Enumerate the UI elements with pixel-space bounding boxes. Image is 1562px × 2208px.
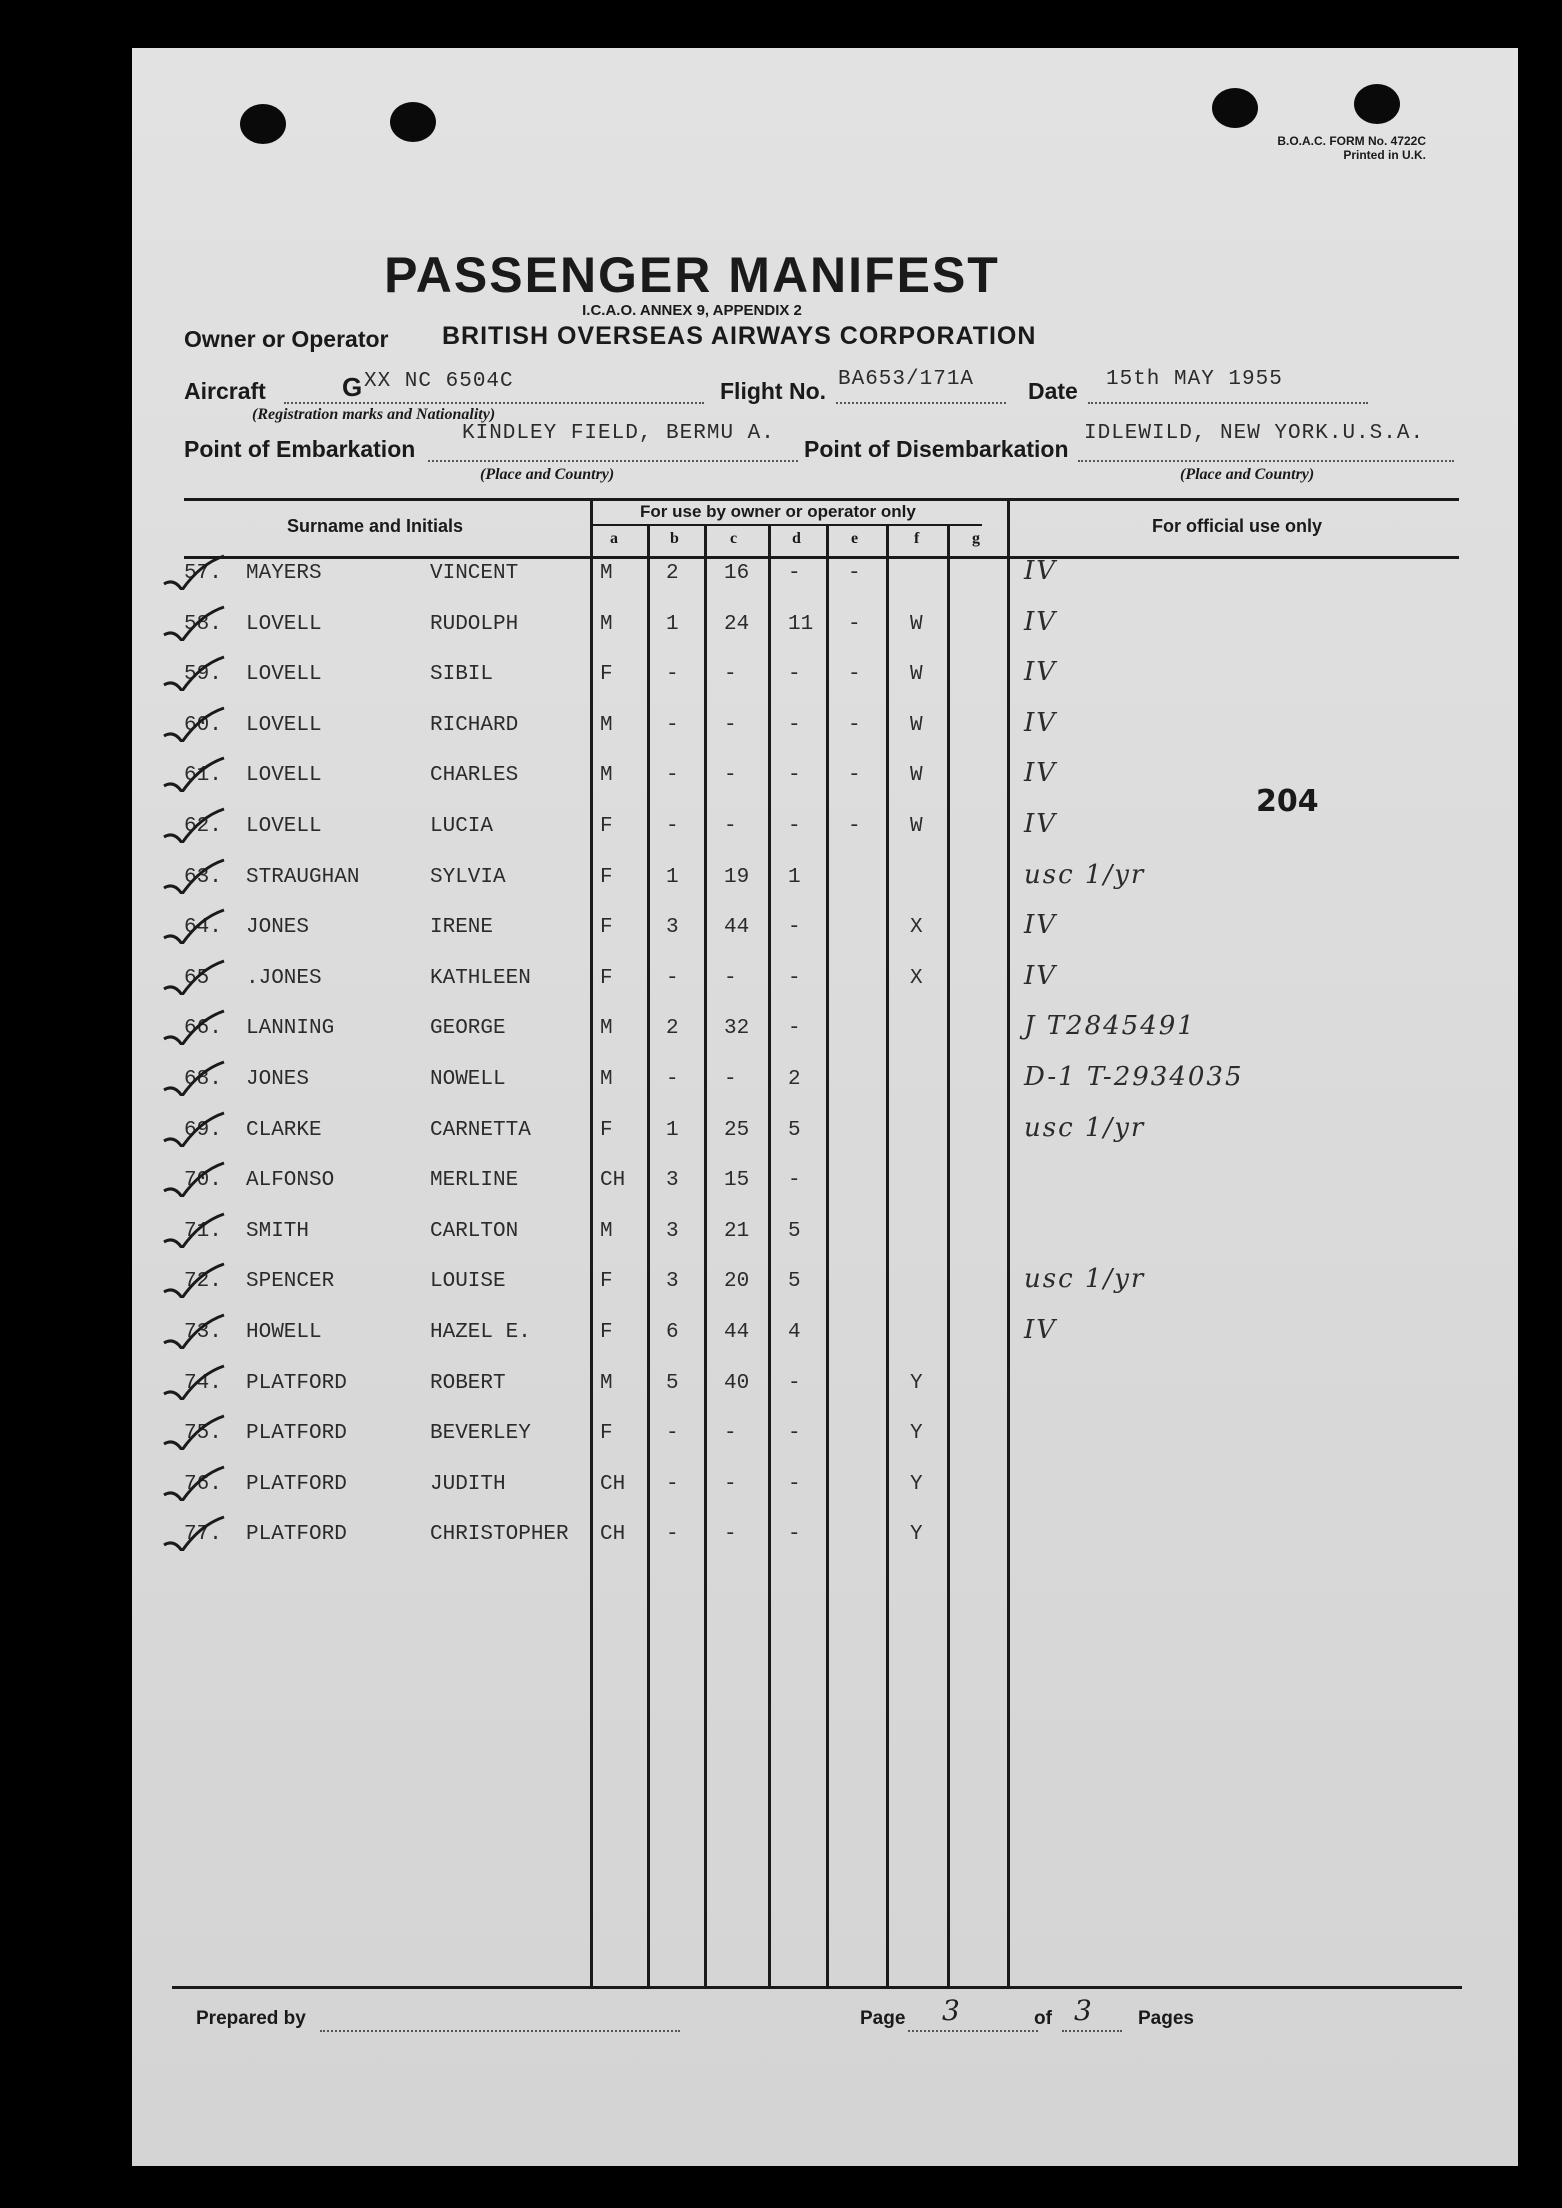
embark-label: Point of Embarkation — [184, 436, 416, 462]
subcol-b: b — [670, 530, 679, 547]
aircraft-prefix: G — [342, 372, 363, 402]
row-col-f: X — [910, 967, 923, 990]
row-col-f: Y — [910, 1523, 923, 1546]
row-col-c: - — [724, 1068, 737, 1091]
check-mark-icon — [160, 858, 230, 894]
row-given-name: RUDOLPH — [430, 613, 519, 636]
row-col-c: - — [724, 764, 737, 787]
row-official: IV — [1024, 758, 1058, 788]
row-surname: CLARKE — [246, 1119, 322, 1142]
row-col-b: 2 — [666, 1017, 679, 1040]
subcol-a: a — [610, 530, 618, 547]
row-number: 64. — [184, 916, 222, 939]
row-col-a: M — [600, 1017, 613, 1040]
row-col-d: - — [788, 714, 801, 737]
col-divider — [1007, 498, 1010, 1988]
row-col-c: - — [724, 663, 737, 686]
row-number: 73. — [184, 1321, 222, 1344]
row-col-a: F — [600, 916, 613, 939]
row-number: 61. — [184, 764, 222, 787]
row-col-b: 1 — [666, 1119, 679, 1142]
row-col-a: M — [600, 1220, 613, 1243]
header-bottom-rule — [184, 556, 1459, 559]
row-official: IV — [1024, 961, 1058, 991]
disembark-label: Point of Disembarkation — [804, 436, 1069, 462]
row-col-b: 5 — [666, 1372, 679, 1395]
col-divider — [647, 526, 650, 1988]
row-official: IV — [1024, 556, 1058, 586]
table-top-rule — [184, 498, 1459, 501]
row-official: IV — [1024, 657, 1058, 687]
row-given-name: CARLTON — [430, 1220, 519, 1243]
row-col-d: - — [788, 562, 801, 585]
subcol-g: g — [972, 530, 980, 547]
row-col-c: 15 — [724, 1169, 750, 1192]
row-col-c: 19 — [724, 866, 750, 889]
row-col-c: - — [724, 815, 737, 838]
col-divider — [590, 498, 593, 1988]
row-col-f: W — [910, 764, 923, 787]
row-surname: SMITH — [246, 1220, 310, 1243]
row-given-name: BEVERLEY — [430, 1422, 531, 1445]
row-official: IV — [1024, 910, 1058, 940]
row-given-name: CARNETTA — [430, 1119, 531, 1142]
row-col-d: - — [788, 764, 801, 787]
check-mark-icon — [160, 1111, 230, 1147]
col-divider — [886, 526, 889, 1988]
row-col-d: - — [788, 1372, 801, 1395]
manifest-sheet — [132, 48, 1518, 2166]
row-col-e: - — [848, 663, 861, 686]
row-col-e: - — [848, 613, 861, 636]
row-number: 72. — [184, 1270, 222, 1293]
check-mark-icon — [160, 605, 230, 641]
aircraft-label: Aircraft — [184, 378, 266, 404]
row-col-e: - — [848, 815, 861, 838]
row-col-f: W — [910, 714, 923, 737]
col-divider — [947, 526, 950, 1988]
check-mark-icon — [160, 1060, 230, 1096]
row-col-a: M — [600, 714, 613, 737]
col-owner: For use by owner or operator only — [640, 502, 916, 521]
row-col-b: - — [666, 714, 679, 737]
check-mark-icon — [160, 554, 230, 590]
row-col-a: M — [600, 1372, 613, 1395]
row-col-a: F — [600, 967, 613, 990]
col-surname: Surname and Initials — [287, 516, 464, 536]
row-col-d: 5 — [788, 1119, 801, 1142]
row-given-name: JUDITH — [430, 1473, 506, 1496]
of-label: of — [1034, 2008, 1052, 2029]
flight-dots — [836, 402, 1006, 404]
row-col-c: 32 — [724, 1017, 750, 1040]
row-col-a: F — [600, 815, 613, 838]
row-col-d: 11 — [788, 613, 814, 636]
subcol-f: f — [914, 530, 920, 547]
row-col-b: 2 — [666, 562, 679, 585]
aircraft-value: XX NC 6504C — [364, 370, 514, 393]
row-col-b: 3 — [666, 1270, 679, 1293]
row-given-name: GEORGE — [430, 1017, 506, 1040]
check-mark-icon — [160, 1161, 230, 1197]
row-col-a: M — [600, 613, 613, 636]
row-official: usc 1/yr — [1024, 1264, 1146, 1294]
page-subtitle: I.C.A.O. ANNEX 9, APPENDIX 2 — [582, 302, 802, 319]
row-given-name: VINCENT — [430, 562, 519, 585]
row-number: 60. — [184, 714, 222, 737]
row-surname: LOVELL — [246, 764, 322, 787]
row-col-a: F — [600, 866, 613, 889]
row-surname: SPENCER — [246, 1270, 335, 1293]
row-col-a: F — [600, 1119, 613, 1142]
row-col-c: 20 — [724, 1270, 750, 1293]
row-official: IV — [1024, 1315, 1058, 1345]
row-col-f: X — [910, 916, 923, 939]
row-col-e: - — [848, 562, 861, 585]
check-mark-icon — [160, 1465, 230, 1501]
row-col-c: - — [724, 1473, 737, 1496]
row-given-name: SIBIL — [430, 663, 494, 686]
row-number: 76. — [184, 1473, 222, 1496]
row-number: 71. — [184, 1220, 222, 1243]
form-reference: B.O.A.C. FORM No. 4722C Printed in U.K. — [1277, 134, 1426, 162]
row-col-d: - — [788, 663, 801, 686]
row-col-a: CH — [600, 1523, 626, 1546]
row-number: 75. — [184, 1422, 222, 1445]
row-surname: JONES — [246, 1068, 310, 1091]
row-number: 58. — [184, 613, 222, 636]
prepared-dots — [320, 2030, 680, 2032]
row-number: 66. — [184, 1017, 222, 1040]
row-given-name: NOWELL — [430, 1068, 506, 1091]
check-mark-icon — [160, 1009, 230, 1045]
row-col-a: CH — [600, 1473, 626, 1496]
row-surname: LOVELL — [246, 714, 322, 737]
row-col-e: - — [848, 764, 861, 787]
row-col-f: W — [910, 613, 923, 636]
row-col-b: 6 — [666, 1321, 679, 1344]
row-col-c: 25 — [724, 1119, 750, 1142]
table-bottom-rule — [172, 1986, 1462, 1989]
col-official: For official use only — [1152, 516, 1323, 536]
check-mark-icon — [160, 959, 230, 995]
row-col-b: 3 — [666, 1220, 679, 1243]
row-col-d: 2 — [788, 1068, 801, 1091]
row-official: J T2845491 — [1024, 1011, 1196, 1041]
page-value: 3 — [942, 1994, 960, 2027]
check-mark-icon — [160, 908, 230, 944]
row-col-d: - — [788, 1017, 801, 1040]
row-given-name: IRENE — [430, 916, 494, 939]
embark-dots — [428, 460, 798, 462]
row-col-c: 44 — [724, 916, 750, 939]
row-number: 77. — [184, 1523, 222, 1546]
check-mark-icon — [160, 1414, 230, 1450]
row-surname: PLATFORD — [246, 1523, 347, 1546]
row-official: IV — [1024, 708, 1058, 738]
row-col-d: - — [788, 1422, 801, 1445]
of-value: 3 — [1074, 1994, 1092, 2027]
row-col-b: - — [666, 663, 679, 686]
row-surname: LOVELL — [246, 663, 322, 686]
row-official: D-1 T-2934035 — [1024, 1062, 1244, 1092]
row-given-name: SYLVIA — [430, 866, 506, 889]
date-value: 15th MAY 1955 — [1106, 368, 1283, 391]
page-title: PASSENGER MANIFEST — [384, 247, 1000, 303]
punch-hole — [1212, 88, 1258, 128]
row-number: 57. — [184, 562, 222, 585]
row-col-a: M — [600, 1068, 613, 1091]
row-col-f: Y — [910, 1473, 923, 1496]
row-col-c: - — [724, 1523, 737, 1546]
row-given-name: MERLINE — [430, 1169, 519, 1192]
date-dots — [1088, 402, 1368, 404]
check-mark-icon — [160, 1515, 230, 1551]
owner-label: Owner or Operator — [184, 326, 389, 352]
row-col-d: - — [788, 967, 801, 990]
row-official: usc 1/yr — [1024, 1113, 1146, 1143]
check-mark-icon — [160, 655, 230, 691]
row-number: 68. — [184, 1068, 222, 1091]
row-col-c: 16 — [724, 562, 750, 585]
row-col-c: 40 — [724, 1372, 750, 1395]
row-col-b: 1 — [666, 613, 679, 636]
row-col-c: 24 — [724, 613, 750, 636]
row-number: 69. — [184, 1119, 222, 1142]
row-given-name: KATHLEEN — [430, 967, 531, 990]
col-divider — [768, 526, 771, 1988]
row-given-name: LUCIA — [430, 815, 494, 838]
row-given-name: LOUISE — [430, 1270, 506, 1293]
row-given-name: HAZEL E. — [430, 1321, 531, 1344]
row-col-a: CH — [600, 1169, 626, 1192]
punch-hole — [1354, 84, 1400, 124]
row-col-a: F — [600, 1422, 613, 1445]
row-col-a: F — [600, 1270, 613, 1293]
punch-hole — [240, 104, 286, 144]
page-dots — [908, 2030, 1038, 2032]
date-label: Date — [1028, 378, 1078, 404]
row-surname: PLATFORD — [246, 1422, 347, 1445]
row-surname: HOWELL — [246, 1321, 322, 1344]
row-col-b: - — [666, 967, 679, 990]
row-col-d: 4 — [788, 1321, 801, 1344]
page-label: Page — [860, 2008, 906, 2029]
row-surname: .JONES — [246, 967, 322, 990]
subcol-e: e — [851, 530, 859, 547]
row-number: 62. — [184, 815, 222, 838]
row-col-c: - — [724, 1422, 737, 1445]
row-col-b: - — [666, 1523, 679, 1546]
row-col-f: W — [910, 663, 923, 686]
row-col-d: 5 — [788, 1220, 801, 1243]
row-col-d: - — [788, 1523, 801, 1546]
row-given-name: ROBERT — [430, 1372, 506, 1395]
row-col-d: 1 — [788, 866, 801, 889]
row-number: 63. — [184, 866, 222, 889]
embark-caption: (Place and Country) — [480, 466, 615, 483]
flight-label: Flight No. — [720, 378, 827, 404]
row-number: 59. — [184, 663, 222, 686]
row-col-c: - — [724, 967, 737, 990]
row-col-e: - — [848, 714, 861, 737]
row-col-b: - — [666, 815, 679, 838]
check-mark-icon — [160, 1212, 230, 1248]
row-surname: ALFONSO — [246, 1169, 335, 1192]
row-number: 70. — [184, 1169, 222, 1192]
row-surname: LOVELL — [246, 613, 322, 636]
row-col-c: - — [724, 714, 737, 737]
row-surname: LOVELL — [246, 815, 322, 838]
row-number: 74. — [184, 1372, 222, 1395]
row-col-d: - — [788, 1169, 801, 1192]
row-given-name: CHARLES — [430, 764, 519, 787]
row-col-b: - — [666, 1422, 679, 1445]
check-mark-icon — [160, 706, 230, 742]
row-col-b: - — [666, 1068, 679, 1091]
row-col-a: F — [600, 663, 613, 686]
disembark-dots — [1078, 460, 1454, 462]
subheader-rule — [592, 524, 982, 526]
punch-hole — [390, 102, 436, 142]
check-mark-icon — [160, 1262, 230, 1298]
check-mark-icon — [160, 807, 230, 843]
check-mark-icon — [160, 1364, 230, 1400]
row-official: usc 1/yr — [1024, 860, 1146, 890]
embark-value: KINDLEY FIELD, BERMU A. — [462, 422, 775, 445]
row-col-a: F — [600, 1321, 613, 1344]
prepared-label: Prepared by — [196, 2008, 306, 2029]
subcol-d: d — [792, 530, 801, 547]
row-surname: PLATFORD — [246, 1473, 347, 1496]
disembark-value: IDLEWILD, NEW YORK.U.S.A. — [1084, 422, 1425, 445]
of-dots — [1062, 2030, 1122, 2032]
row-surname: LANNING — [246, 1017, 335, 1040]
row-official: IV — [1024, 607, 1058, 637]
row-col-f: W — [910, 815, 923, 838]
col-divider — [826, 526, 829, 1988]
row-given-name: CHRISTOPHER — [430, 1523, 569, 1546]
col-divider — [704, 526, 707, 1988]
row-col-f: Y — [910, 1372, 923, 1395]
row-col-c: 21 — [724, 1220, 750, 1243]
row-col-b: - — [666, 764, 679, 787]
row-surname: STRAUGHAN — [246, 866, 360, 889]
owner-value: BRITISH OVERSEAS AIRWAYS CORPORATION — [442, 322, 1037, 350]
row-surname: JONES — [246, 916, 310, 939]
row-number: 65 — [184, 967, 210, 990]
row-col-b: - — [666, 1473, 679, 1496]
row-col-a: M — [600, 764, 613, 787]
pages-label: Pages — [1138, 2008, 1194, 2029]
row-given-name: RICHARD — [430, 714, 519, 737]
row-col-c: 44 — [724, 1321, 750, 1344]
flight-value: BA653/171A — [838, 368, 975, 391]
row-col-b: 3 — [666, 1169, 679, 1192]
check-mark-icon — [160, 756, 230, 792]
row-col-f: Y — [910, 1422, 923, 1445]
row-surname: MAYERS — [246, 562, 322, 585]
stamp-number: 204 — [1256, 784, 1319, 819]
row-col-d: 5 — [788, 1270, 801, 1293]
row-col-d: - — [788, 1473, 801, 1496]
subcol-c: c — [730, 530, 738, 547]
row-col-b: 3 — [666, 916, 679, 939]
check-mark-icon — [160, 1313, 230, 1349]
row-col-d: - — [788, 815, 801, 838]
disembark-caption: (Place and Country) — [1180, 466, 1315, 483]
aircraft-caption: (Registration marks and Nationality) — [252, 406, 496, 423]
row-surname: PLATFORD — [246, 1372, 347, 1395]
row-col-d: - — [788, 916, 801, 939]
row-official: IV — [1024, 809, 1058, 839]
row-col-a: M — [600, 562, 613, 585]
row-col-b: 1 — [666, 866, 679, 889]
